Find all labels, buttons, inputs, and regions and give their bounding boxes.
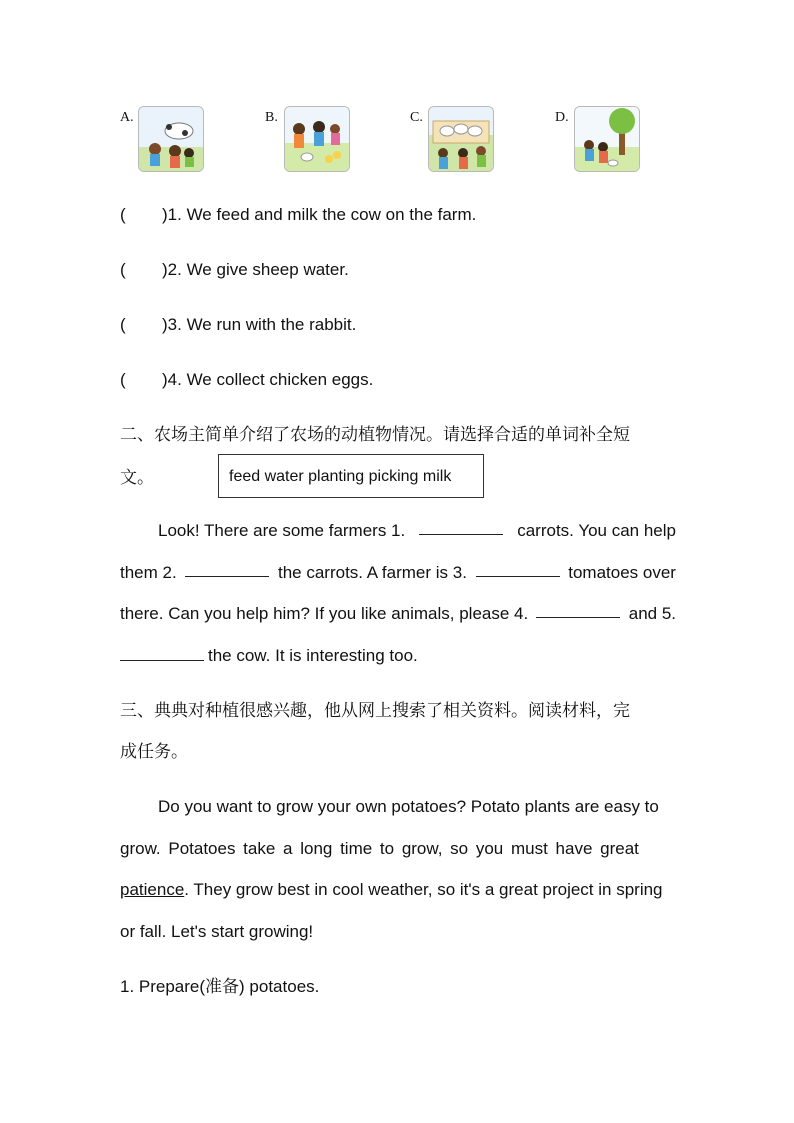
option-label-d: D. bbox=[555, 110, 569, 125]
section2-title-line2: 文。 bbox=[120, 468, 154, 488]
reading-line-4: or fall. Let's start growing! bbox=[120, 922, 314, 941]
option-image-a bbox=[138, 106, 204, 172]
word-bank: feed water planting picking milk bbox=[218, 454, 484, 498]
reading-line-3: patience. They grow best in cool weather, so it's a great project in spring bbox=[120, 880, 663, 899]
option-label-a: A. bbox=[120, 110, 134, 125]
fill-blank-3[interactable] bbox=[476, 562, 560, 577]
question-4: ( )4. We collect chicken eggs. bbox=[120, 370, 374, 389]
option-label-b: B. bbox=[265, 110, 278, 125]
passage-line-4: the cow. It is interesting too. bbox=[120, 645, 676, 667]
section3-title-line1: 三、典典对种植很感兴趣，他从网上搜索了相关资料。阅读材料，完 bbox=[120, 701, 630, 721]
question-3: ( )3. We run with the rabbit. bbox=[120, 315, 357, 334]
fill-blank-2[interactable] bbox=[185, 562, 269, 577]
question-2: ( )2. We give sheep water. bbox=[120, 260, 349, 279]
option-label-c: C. bbox=[410, 110, 423, 125]
fill-blank-4[interactable] bbox=[536, 603, 620, 618]
keyword-patience: patience bbox=[120, 880, 185, 899]
question-1: ( )1. We feed and milk the cow on the farm. bbox=[120, 205, 477, 224]
passage-line-3: there. Can you help him? If you like animals, please 4. and 5. bbox=[120, 604, 676, 623]
option-image-c bbox=[428, 106, 494, 172]
option-image-b bbox=[284, 106, 350, 172]
reading-line-1: Do you want to grow your own potatoes? Potato plants are easy to bbox=[158, 797, 659, 816]
answer-blank-2[interactable]: ( bbox=[120, 260, 126, 279]
passage-line-2: them 2. the carrots. A farmer is 3. tomatoes over bbox=[120, 563, 676, 582]
reading-line-2: grow. Potatoes take a long time to grow, so you must have great bbox=[120, 839, 639, 858]
answer-blank-4[interactable]: ( bbox=[120, 370, 126, 389]
fill-blank-1[interactable] bbox=[419, 520, 503, 535]
section3-title-line2: 成任务。 bbox=[120, 742, 188, 762]
section2-title-line1: 二、农场主简单介绍了农场的动植物情况。请选择合适的单词补全短 bbox=[120, 425, 630, 445]
answer-blank-1[interactable]: ( bbox=[120, 205, 126, 224]
passage-line-1: Look! There are some farmers 1. carrots. You can help bbox=[158, 521, 676, 540]
step-1: 1. Prepare(准备) potatoes. bbox=[120, 977, 320, 996]
fill-blank-5[interactable] bbox=[120, 646, 204, 661]
option-image-d bbox=[574, 106, 640, 172]
answer-blank-3[interactable]: ( bbox=[120, 315, 126, 334]
